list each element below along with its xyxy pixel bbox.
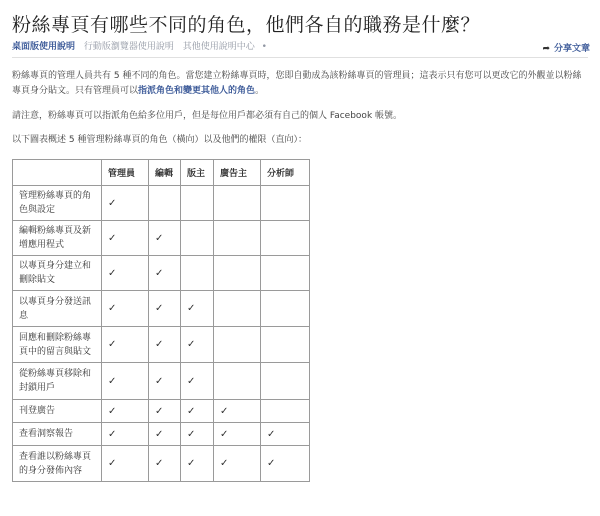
- check-icon: ✓: [181, 291, 214, 327]
- note-paragraph: 請注意，粉絲專頁可以指派角色給多位用戶，但是每位用戶都必須有自己的個人 Facebook 帳號。: [12, 111, 403, 121]
- empty-cell: [261, 291, 310, 327]
- roles-permissions-table: [12, 159, 310, 482]
- empty-cell: [214, 186, 261, 221]
- share-article-button[interactable]: [542, 41, 590, 54]
- header-admin: 管理員: [102, 160, 149, 186]
- check-icon: ✓: [102, 327, 149, 363]
- permission-label: 以專頁身分建立和刪除貼文: [13, 256, 102, 291]
- empty-cell: [261, 363, 310, 400]
- header-blank: [13, 160, 102, 186]
- check-icon: ✓: [102, 256, 149, 291]
- check-icon: ✓: [181, 423, 214, 446]
- header-moderator: 版主: [181, 160, 214, 186]
- table-body: [13, 186, 310, 482]
- check-icon: ✓: [102, 400, 149, 423]
- check-icon: ✓: [149, 256, 181, 291]
- check-icon: ✓: [102, 291, 149, 327]
- check-icon: ✓: [214, 400, 261, 423]
- assign-roles-link[interactable]: 指派角色和變更其他人的角色: [138, 86, 256, 96]
- check-icon: ✓: [181, 327, 214, 363]
- table-caption: 以下圖表概述 5 種管理粉絲專頁的角色（橫向）以及他們的權限（直向）：: [12, 135, 307, 145]
- check-icon: ✓: [181, 400, 214, 423]
- check-icon: ✓: [181, 363, 214, 400]
- permission-label: 管理粉絲專頁的角色與設定: [13, 186, 102, 221]
- empty-cell: [214, 221, 261, 256]
- table-row: [13, 423, 310, 446]
- empty-cell: [261, 256, 310, 291]
- check-icon: ✓: [181, 446, 214, 482]
- table-row: [13, 363, 310, 400]
- check-icon: ✓: [149, 423, 181, 446]
- tab-mobile-browser-help[interactable]: 行動版瀏覽器使用說明: [83, 42, 174, 52]
- empty-cell: [261, 186, 310, 221]
- check-icon: ✓: [102, 423, 149, 446]
- permission-label: 刊登廣告: [13, 400, 102, 423]
- check-icon: ✓: [149, 221, 181, 256]
- permission-label: 查看洞察報告: [13, 423, 102, 446]
- intro-text-2: 。: [255, 86, 265, 96]
- permission-label: 從粉絲專頁移除和封鎖用戶: [13, 363, 102, 400]
- table-row: [13, 446, 310, 482]
- check-icon: ✓: [261, 423, 310, 446]
- dropdown-dot[interactable]: •: [261, 42, 267, 52]
- permission-label: 回應和刪除粉絲專頁中的留言與貼文: [13, 327, 102, 363]
- permission-label: 以專頁身分發送訊息: [13, 291, 102, 327]
- empty-cell: [214, 363, 261, 400]
- empty-cell: [214, 327, 261, 363]
- check-icon: ✓: [214, 423, 261, 446]
- empty-cell: [261, 400, 310, 423]
- intro-text-1: 粉絲專頁的管理人員共有 5 種不同的角色。當您建立粉絲專頁時，您即自動成為該粉絲專頁的管理員；這表示只有您可以更改它的外觀並以粉絲專頁身分貼文。只有管理員可以: [12, 71, 582, 96]
- check-icon: ✓: [149, 327, 181, 363]
- table-row: [13, 186, 310, 221]
- table-row: [13, 256, 310, 291]
- check-icon: ✓: [102, 186, 149, 221]
- empty-cell: [149, 186, 181, 221]
- page-title: 粉絲專頁有哪些不同的角色，他們各自的職務是什麼？: [12, 14, 481, 36]
- tab-desktop-help[interactable]: 桌面版使用說明: [12, 42, 76, 52]
- header-editor: 編輯: [149, 160, 181, 186]
- permission-label: 編輯粉絲專頁及新增應用程式: [13, 221, 102, 256]
- help-subnav: [12, 41, 588, 53]
- permission-label: 查看誰以粉絲專頁的身分發佈內容: [13, 446, 102, 482]
- empty-cell: [214, 291, 261, 327]
- check-icon: ✓: [149, 363, 181, 400]
- check-icon: ✓: [102, 221, 149, 256]
- check-icon: ✓: [149, 291, 181, 327]
- share-arrow-icon: ➦: [542, 44, 550, 54]
- empty-cell: [181, 256, 214, 291]
- empty-cell: [181, 186, 214, 221]
- table-row: [13, 221, 310, 256]
- check-icon: ✓: [102, 446, 149, 482]
- check-icon: ✓: [102, 363, 149, 400]
- empty-cell: [261, 327, 310, 363]
- table-header-row: [13, 160, 310, 186]
- tab-other-help-centers[interactable]: 其他使用說明中心: [182, 42, 255, 52]
- intro-paragraph: [12, 69, 584, 99]
- check-icon: ✓: [149, 400, 181, 423]
- share-label: 分享文章: [553, 44, 590, 54]
- divider: [12, 57, 588, 58]
- header-advertiser: 廣告主: [214, 160, 261, 186]
- check-icon: ✓: [261, 446, 310, 482]
- check-icon: ✓: [214, 446, 261, 482]
- header-analyst: 分析師: [261, 160, 310, 186]
- empty-cell: [261, 221, 310, 256]
- empty-cell: [181, 221, 214, 256]
- table-row: [13, 327, 310, 363]
- table-row: [13, 291, 310, 327]
- empty-cell: [214, 256, 261, 291]
- table-row: [13, 400, 310, 423]
- check-icon: ✓: [149, 446, 181, 482]
